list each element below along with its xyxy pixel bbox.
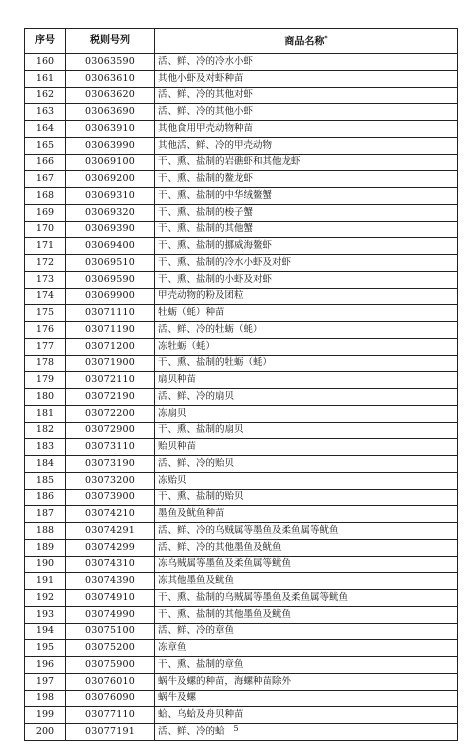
tariff-code-cell: 03074990 <box>66 606 155 623</box>
product-name-cell: 冻章鱼 <box>155 640 458 657</box>
product-name-cell: 干、熏、盐制的乌贼属等墨鱼及柔鱼属等鱿鱼 <box>155 590 458 607</box>
table-row <box>25 121 458 138</box>
product-name-cell: 干、熏、盐制的牡蛎（蚝） <box>155 355 458 372</box>
serial-number-cell: 166 <box>25 154 66 171</box>
tariff-code-cell: 03074310 <box>66 556 155 573</box>
header-serial-number: 序号 <box>25 29 66 54</box>
serial-number-cell: 192 <box>25 590 66 607</box>
product-name-cell: 活、鲜、冷的乌贼属等墨鱼及柔鱼属等鱿鱼 <box>155 523 458 540</box>
table-row <box>25 137 458 154</box>
serial-number-cell: 198 <box>25 690 66 707</box>
tariff-code-cell: 03069310 <box>66 188 155 205</box>
table-row <box>25 188 458 205</box>
tariff-code-cell: 03063990 <box>66 137 155 154</box>
table-row <box>25 271 458 288</box>
serial-number-cell: 191 <box>25 573 66 590</box>
serial-number-cell: 187 <box>25 506 66 523</box>
product-name-cell: 其他食用甲壳动物种苗 <box>155 121 458 138</box>
table-row <box>25 556 458 573</box>
tariff-code-cell: 03069390 <box>66 221 155 238</box>
product-name-cell: 干、熏、盐制的梭子蟹 <box>155 204 458 221</box>
serial-number-cell: 200 <box>25 724 66 741</box>
serial-number-cell: 181 <box>25 405 66 422</box>
tariff-code-cell: 03074390 <box>66 573 155 590</box>
table-row <box>25 405 458 422</box>
table-row <box>25 338 458 355</box>
product-name-cell: 干、熏、盐制的贻贝 <box>155 489 458 506</box>
tariff-code-cell: 03077110 <box>66 707 155 724</box>
product-name-cell: 牡蛎（蚝）种苗 <box>155 305 458 322</box>
table-row <box>25 171 458 188</box>
serial-number-cell: 185 <box>25 472 66 489</box>
table-row <box>25 70 458 87</box>
tariff-code-cell: 03074910 <box>66 590 155 607</box>
table-row <box>25 506 458 523</box>
serial-number-cell: 184 <box>25 456 66 473</box>
product-name-cell: 贻贝种苗 <box>155 439 458 456</box>
table-row <box>25 657 458 674</box>
product-name-cell: 活、鲜、冷的贻贝 <box>155 456 458 473</box>
product-name-cell: 冻牡蛎（蚝） <box>155 338 458 355</box>
serial-number-cell: 160 <box>25 54 66 71</box>
serial-number-cell: 199 <box>25 707 66 724</box>
header-footnote-mark: * <box>324 35 328 43</box>
table-row <box>25 640 458 657</box>
tariff-code-cell: 03071190 <box>66 322 155 339</box>
table-row <box>25 355 458 372</box>
serial-number-cell: 195 <box>25 640 66 657</box>
tariff-code-cell: 03063590 <box>66 54 155 71</box>
tariff-code-cell: 03075100 <box>66 623 155 640</box>
tariff-code-cell: 03073190 <box>66 456 155 473</box>
serial-number-cell: 189 <box>25 539 66 556</box>
serial-number-cell: 193 <box>25 606 66 623</box>
tariff-code-cell: 03077191 <box>66 724 155 741</box>
table-row <box>25 238 458 255</box>
serial-number-cell: 167 <box>25 171 66 188</box>
table-row <box>25 590 458 607</box>
header-product-name-text: 商品名称 <box>284 36 325 48</box>
tariff-code-cell: 03074299 <box>66 539 155 556</box>
product-name-cell: 冻其他墨鱼及鱿鱼 <box>155 573 458 590</box>
serial-number-cell: 190 <box>25 556 66 573</box>
serial-number-cell: 168 <box>25 188 66 205</box>
header-tariff-code: 税则号列 <box>66 29 155 54</box>
serial-number-cell: 188 <box>25 523 66 540</box>
table-row <box>25 673 458 690</box>
serial-number-cell: 162 <box>25 87 66 104</box>
serial-number-cell: 169 <box>25 204 66 221</box>
table-row <box>25 288 458 305</box>
product-name-cell: 甲壳动物的粉及团粒 <box>155 288 458 305</box>
serial-number-cell: 174 <box>25 288 66 305</box>
table-row <box>25 489 458 506</box>
table-row <box>25 623 458 640</box>
serial-number-cell: 194 <box>25 623 66 640</box>
product-name-cell: 活、鲜、冷的其他墨鱼及鱿鱼 <box>155 539 458 556</box>
tariff-code-cell: 03063690 <box>66 104 155 121</box>
header-row <box>25 29 458 54</box>
table-row <box>25 439 458 456</box>
tariff-code-cell: 03073200 <box>66 472 155 489</box>
tariff-code-cell: 03069510 <box>66 255 155 272</box>
serial-number-cell: 163 <box>25 104 66 121</box>
serial-number-cell: 173 <box>25 271 66 288</box>
table-row <box>25 372 458 389</box>
product-name-cell: 干、熏、盐制的其他墨鱼及鱿鱼 <box>155 606 458 623</box>
tariff-code-cell: 03069590 <box>66 271 155 288</box>
serial-number-cell: 164 <box>25 121 66 138</box>
product-name-cell: 蜗牛及螺 <box>155 690 458 707</box>
tariff-code-cell: 03069100 <box>66 154 155 171</box>
product-name-cell: 扇贝种苗 <box>155 372 458 389</box>
product-name-cell: 其他小虾及对虾种苗 <box>155 70 458 87</box>
tariff-code-cell: 03069400 <box>66 238 155 255</box>
product-name-cell: 干、熏、盐制的章鱼 <box>155 657 458 674</box>
table-header <box>25 29 458 54</box>
product-name-cell: 活、鲜、冷的其他小虾 <box>155 104 458 121</box>
tariff-table <box>24 28 458 741</box>
tariff-code-cell: 03072190 <box>66 389 155 406</box>
product-name-cell: 冻扇贝 <box>155 405 458 422</box>
tariff-code-cell: 03072110 <box>66 372 155 389</box>
tariff-code-cell: 03071900 <box>66 355 155 372</box>
product-name-cell: 干、熏、盐制的其他蟹 <box>155 221 458 238</box>
product-name-cell: 干、熏、盐制的小虾及对虾 <box>155 271 458 288</box>
header-product-name <box>155 29 458 54</box>
tariff-code-cell: 03063620 <box>66 87 155 104</box>
table-row <box>25 690 458 707</box>
product-name-cell: 活、鲜、冷的牡蛎（蚝） <box>155 322 458 339</box>
product-name-cell: 活、鲜、冷的蛤 <box>155 724 458 741</box>
product-name-cell: 干、熏、盐制的鳌龙虾 <box>155 171 458 188</box>
serial-number-cell: 165 <box>25 137 66 154</box>
table-row <box>25 54 458 71</box>
tariff-code-cell: 03073900 <box>66 489 155 506</box>
serial-number-cell: 161 <box>25 70 66 87</box>
product-name-cell: 活、鲜、冷的其他对虾 <box>155 87 458 104</box>
product-name-cell: 墨鱼及鱿鱼种苗 <box>155 506 458 523</box>
tariff-code-cell: 03072200 <box>66 405 155 422</box>
tariff-code-cell: 03076090 <box>66 690 155 707</box>
tariff-code-cell: 03071200 <box>66 338 155 355</box>
product-name-cell: 干、熏、盐制的扇贝 <box>155 422 458 439</box>
tariff-code-cell: 03072900 <box>66 422 155 439</box>
tariff-code-cell: 03074210 <box>66 506 155 523</box>
table-row <box>25 573 458 590</box>
table-row <box>25 523 458 540</box>
tariff-code-cell: 03063910 <box>66 121 155 138</box>
serial-number-cell: 197 <box>25 673 66 690</box>
product-name-cell: 干、熏、盐制的中华绒鳌蟹 <box>155 188 458 205</box>
tariff-code-cell: 03075200 <box>66 640 155 657</box>
serial-number-cell: 196 <box>25 657 66 674</box>
table-row <box>25 472 458 489</box>
table-row <box>25 707 458 724</box>
product-name-cell: 活、鲜、冷的扇贝 <box>155 389 458 406</box>
serial-number-cell: 183 <box>25 439 66 456</box>
tariff-code-cell: 03074291 <box>66 523 155 540</box>
tariff-code-cell: 03069320 <box>66 204 155 221</box>
tariff-code-cell: 03076010 <box>66 673 155 690</box>
serial-number-cell: 178 <box>25 355 66 372</box>
product-name-cell: 其他活、鲜、冷的甲壳动物 <box>155 137 458 154</box>
product-name-cell: 活、鲜、冷的冷水小虾 <box>155 54 458 71</box>
product-name-cell: 活、鲜、冷的章鱼 <box>155 623 458 640</box>
serial-number-cell: 182 <box>25 422 66 439</box>
table-row <box>25 606 458 623</box>
serial-number-cell: 175 <box>25 305 66 322</box>
serial-number-cell: 170 <box>25 221 66 238</box>
table-row <box>25 221 458 238</box>
table-body <box>25 54 458 741</box>
serial-number-cell: 177 <box>25 338 66 355</box>
serial-number-cell: 179 <box>25 372 66 389</box>
table-row <box>25 322 458 339</box>
product-name-cell: 冻乌贼属等墨鱼及柔鱼属等鱿鱼 <box>155 556 458 573</box>
tariff-code-cell: 03071110 <box>66 305 155 322</box>
serial-number-cell: 172 <box>25 255 66 272</box>
tariff-code-cell: 03073110 <box>66 439 155 456</box>
product-name-cell: 冻贻贝 <box>155 472 458 489</box>
table-row <box>25 204 458 221</box>
tariff-code-cell: 03063610 <box>66 70 155 87</box>
product-name-cell: 干、熏、盐制的岩礁虾和其他龙虾 <box>155 154 458 171</box>
product-name-cell: 蛤、乌蛤及舟贝种苗 <box>155 707 458 724</box>
table-row <box>25 539 458 556</box>
table-row <box>25 456 458 473</box>
table-row <box>25 104 458 121</box>
table-row <box>25 255 458 272</box>
page-number: 5 <box>233 724 239 733</box>
table-row <box>25 422 458 439</box>
tariff-code-cell: 03069900 <box>66 288 155 305</box>
product-name-cell: 干、熏、盐制的挪威海鳌虾 <box>155 238 458 255</box>
product-name-cell: 蜗牛及螺的种苗，海螺种苗除外 <box>155 673 458 690</box>
table-row <box>25 389 458 406</box>
table-row <box>25 305 458 322</box>
table-row <box>25 154 458 171</box>
serial-number-cell: 186 <box>25 489 66 506</box>
serial-number-cell: 180 <box>25 389 66 406</box>
product-name-cell: 干、熏、盐制的冷水小虾及对虾 <box>155 255 458 272</box>
tariff-code-cell: 03075900 <box>66 657 155 674</box>
serial-number-cell: 171 <box>25 238 66 255</box>
serial-number-cell: 176 <box>25 322 66 339</box>
tariff-code-cell: 03069200 <box>66 171 155 188</box>
table-row <box>25 87 458 104</box>
